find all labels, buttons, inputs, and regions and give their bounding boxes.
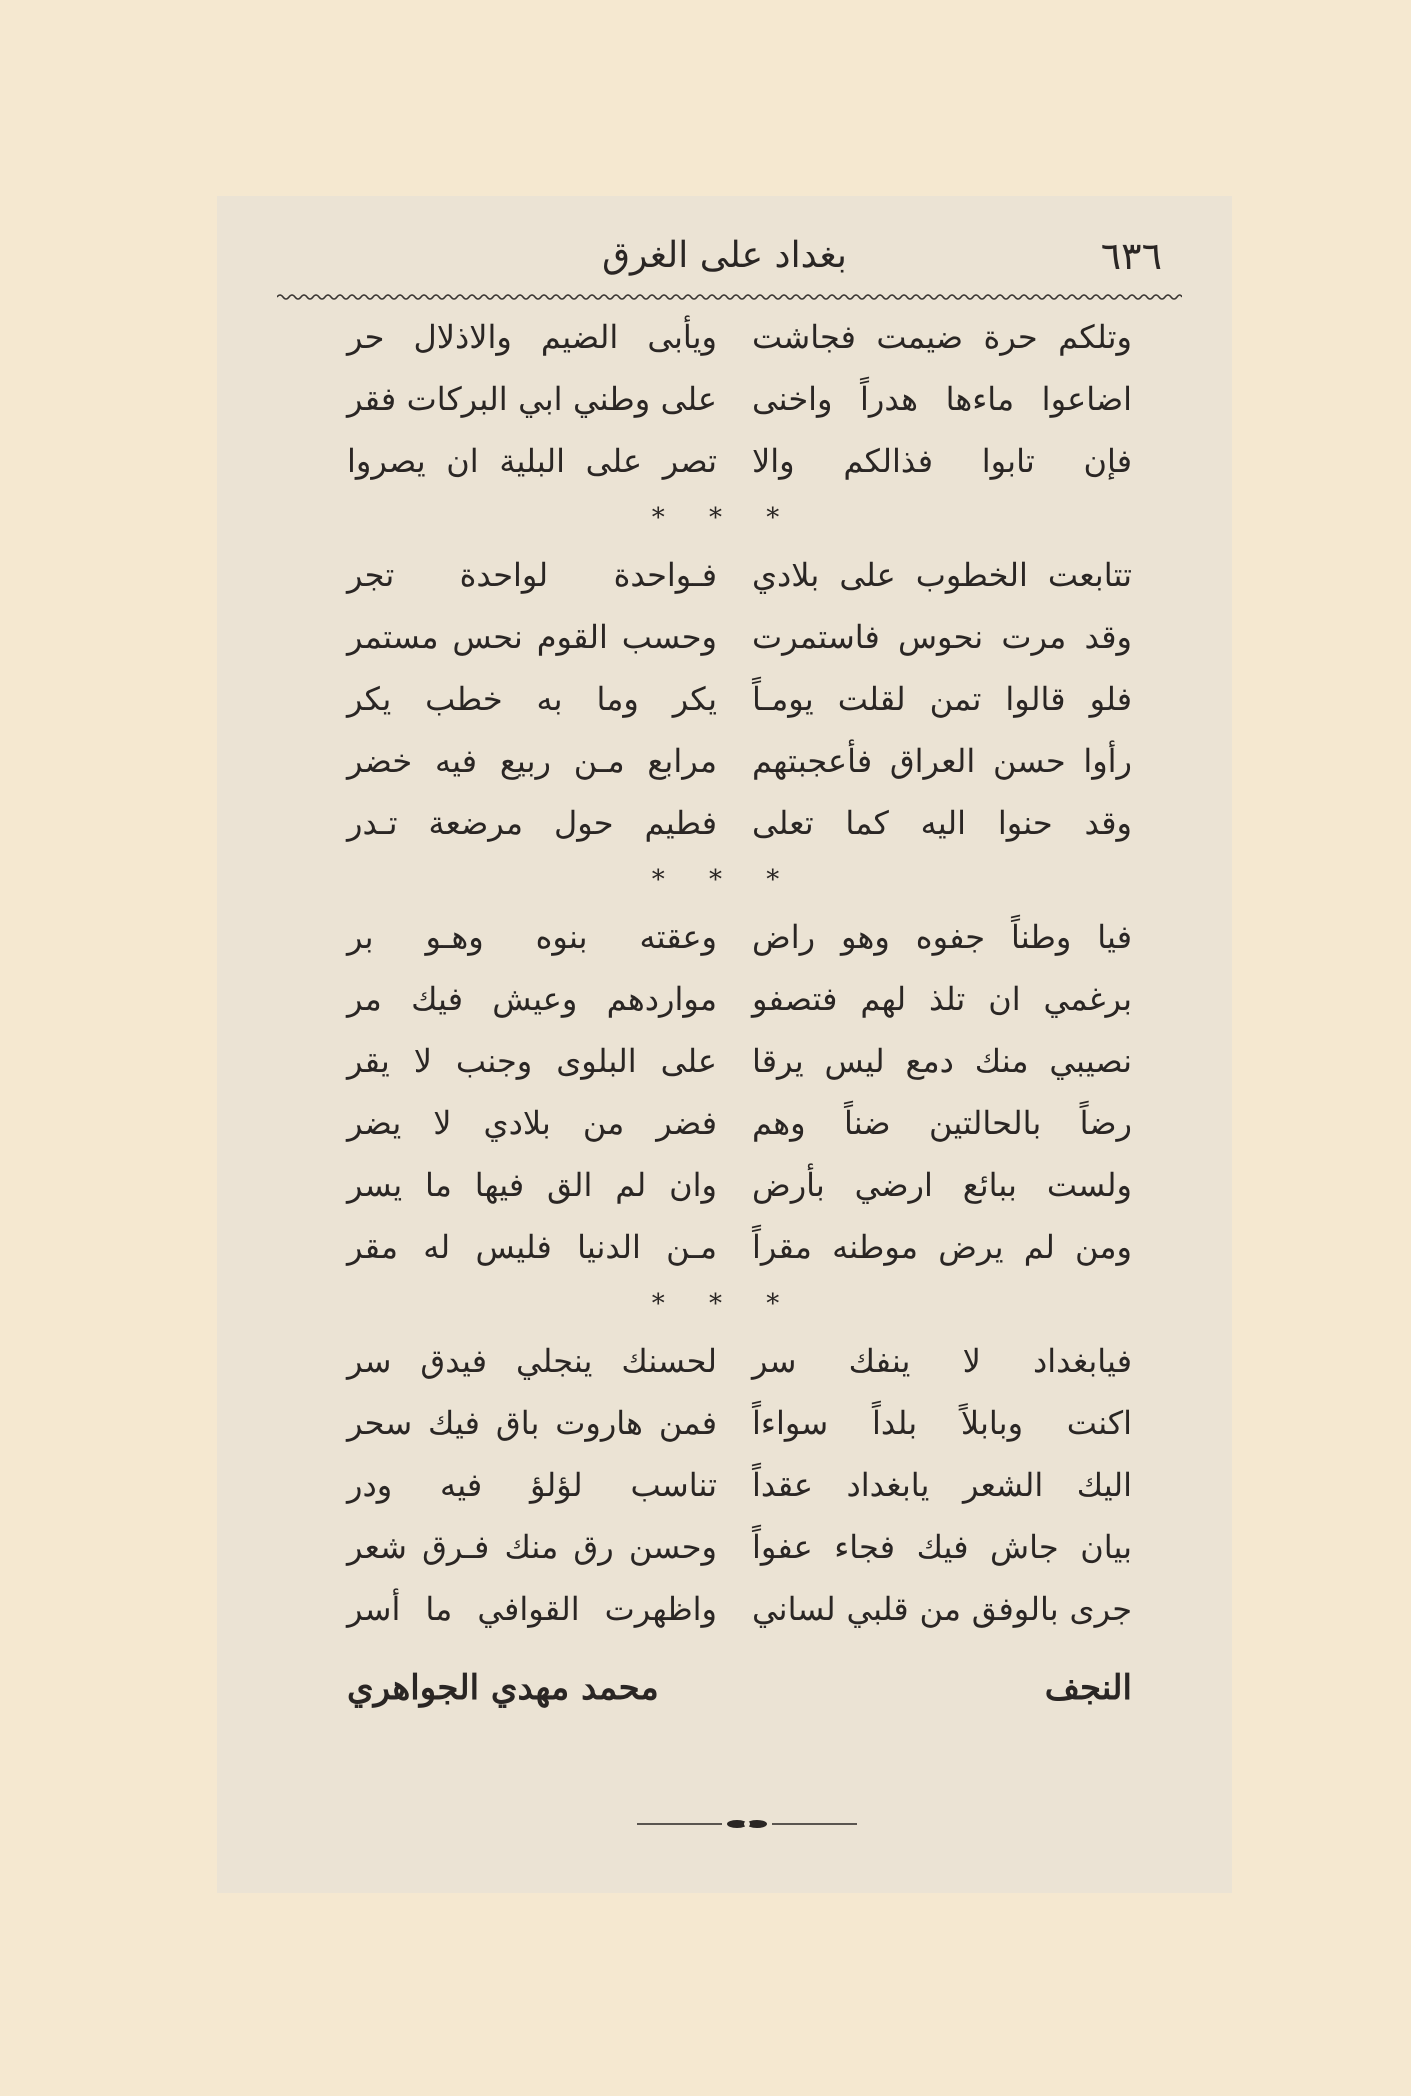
verse — [217, 606, 1232, 668]
verse-second-hemistich: على وطني ابي البركات فقر — [347, 380, 717, 418]
verse-first-hemistich: فإن تابوا فذالكم والا — [752, 442, 1132, 480]
verse-first-hemistich: وقد حنوا اليه كما تعلى — [752, 804, 1132, 842]
verse-second-hemistich: وحسن رق منك فـرق شعر — [347, 1528, 717, 1566]
verse-first-hemistich: فيابغداد لا ينفك سر — [752, 1342, 1132, 1380]
wavy-rule — [277, 291, 1182, 303]
verse-second-hemistich: فطيم حول مرضعة تـدر — [347, 804, 717, 842]
verse-first-hemistich: رأوا حسن العراق فأعجبتهم — [752, 742, 1132, 780]
verse-second-hemistich: ويأبى الضيم والاذلال حر — [347, 318, 717, 356]
verse-first-hemistich: فلو قالوا تمن لقلت يومـاً — [752, 680, 1132, 718]
verse-first-hemistich: اليك الشعر يابغداد عقداً — [752, 1466, 1132, 1504]
verse — [217, 368, 1232, 430]
verse-second-hemistich: تناسب لؤلؤ فيه ودر — [347, 1466, 717, 1504]
verse-second-hemistich: لحسنك ينجلي فيدق سر — [347, 1342, 717, 1380]
document-page — [217, 196, 1232, 1893]
verse — [217, 1516, 1232, 1578]
verse-second-hemistich: مواردهم وعيش فيك مر — [347, 980, 717, 1018]
verse — [217, 306, 1232, 368]
verse-second-hemistich: وحسب القوم نحس مستمر — [347, 618, 717, 656]
verse — [217, 1330, 1232, 1392]
verse-first-hemistich: ولست ببائع ارضي بأرض — [752, 1166, 1132, 1204]
verse-second-hemistich: فمن هاروت باق فيك سحر — [347, 1404, 717, 1442]
verse — [217, 544, 1232, 606]
stanza-separator: * * * — [651, 1289, 798, 1319]
verse-second-hemistich: على البلوى وجنب لا يقر — [347, 1042, 717, 1080]
verse — [217, 906, 1232, 968]
verse — [217, 792, 1232, 854]
verse — [217, 1216, 1232, 1278]
verse — [217, 1392, 1232, 1454]
verse-first-hemistich: وقد مرت نحوس فاستمرت — [752, 618, 1132, 656]
page-header — [287, 226, 1162, 286]
verse-second-hemistich: تصر على البلية ان يصروا — [347, 442, 717, 480]
verse-second-hemistich: فضر من بلادي لا يضر — [347, 1104, 717, 1142]
verse-second-hemistich: مرابع مـن ربيع فيه خضر — [347, 742, 717, 780]
verse-first-hemistich: جرى بالوفق من قلبي لساني — [752, 1590, 1132, 1628]
running-title: بغداد على الغرق — [602, 235, 847, 276]
verse-first-hemistich: برغمي ان تلذ لهم فتصفو — [752, 980, 1132, 1018]
verse-first-hemistich: وتلكم حرة ضيمت فجاشت — [752, 318, 1132, 356]
end-ornament — [637, 1814, 857, 1834]
verse-first-hemistich: تتابعت الخطوب على بلادي — [752, 556, 1132, 594]
verse-first-hemistich: رضاً بالحالتين ضناً وهم — [752, 1104, 1132, 1142]
stanza-separator: * * * — [651, 865, 798, 895]
verse-first-hemistich: ومن لم يرض موطنه مقراً — [752, 1228, 1132, 1266]
verse — [217, 1030, 1232, 1092]
verse-first-hemistich: نصيبي منك دمع ليس يرقا — [752, 1042, 1132, 1080]
verse-second-hemistich: يكر وما به خطب يكر — [347, 680, 717, 718]
signature-poet: محمد مهدي الجواهري — [347, 1668, 659, 1708]
verse — [217, 1092, 1232, 1154]
stanza-separator: * * * — [651, 503, 798, 533]
page-number: ٦٣٦ — [1100, 234, 1162, 278]
verse — [217, 1454, 1232, 1516]
verse-second-hemistich: واظهرت القوافي ما أسر — [347, 1590, 717, 1628]
signature — [217, 1648, 1232, 1728]
verse — [217, 430, 1232, 492]
verse — [217, 1154, 1232, 1216]
verse-first-hemistich: بيان جاش فيك فجاء عفواً — [752, 1528, 1132, 1566]
poem — [217, 306, 1232, 1728]
verse — [217, 1578, 1232, 1640]
verse — [217, 668, 1232, 730]
verse — [217, 730, 1232, 792]
verse-first-hemistich: اكنت وبابلاً بلداً سواءاً — [752, 1404, 1132, 1442]
signature-place: النجف — [1044, 1668, 1132, 1708]
verse-second-hemistich: مـن الدنيا فليس له مقر — [347, 1228, 717, 1266]
verse-first-hemistich: فيا وطناً جفوه وهو راض — [752, 918, 1132, 956]
verse-first-hemistich: اضاعوا ماءها هدراً واخنى — [752, 380, 1132, 418]
verse — [217, 968, 1232, 1030]
verse-second-hemistich: وان لم الق فيها ما يسر — [347, 1166, 717, 1204]
verse-second-hemistich: وعقته بنوه وهـو بر — [347, 918, 717, 956]
verse-second-hemistich: فـواحدة لواحدة تجر — [347, 556, 717, 594]
